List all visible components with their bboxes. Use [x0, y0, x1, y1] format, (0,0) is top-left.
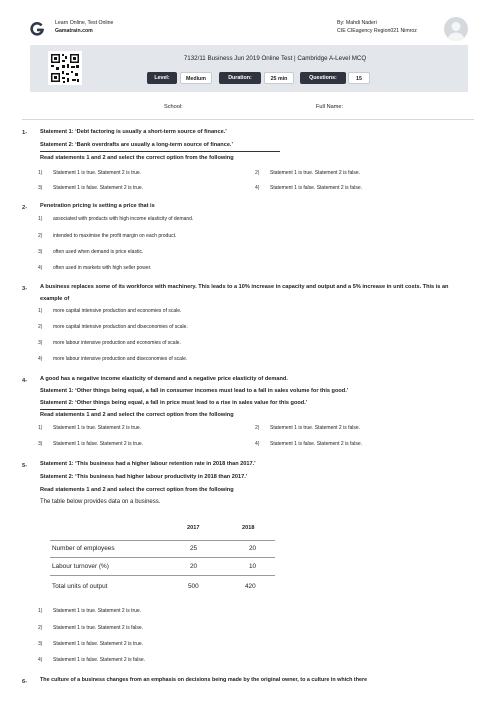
- option-text[interactable]: intended to maximise the profit margin on each product.: [53, 233, 177, 239]
- level-value: Medium: [180, 72, 212, 84]
- table-cell: 420: [245, 583, 256, 590]
- table-cell: 20: [249, 545, 257, 552]
- option-number: 4): [38, 265, 43, 271]
- option-text[interactable]: more labour intensive production and economies of scale.: [53, 340, 181, 346]
- question-stem-line: Read statements 1 and 2 and select the correct option from the following: [40, 155, 234, 161]
- option-number: 2): [38, 625, 43, 631]
- question-stem-line: Statement 2: ‘Bank overdrafts are usually a long-term source of finance.’: [40, 142, 234, 148]
- option-number: 3): [38, 340, 43, 346]
- table-cell: 25: [190, 545, 198, 552]
- statement-underline: [40, 409, 96, 410]
- option-text[interactable]: Statement 1 is false. Statement 2 is true.: [53, 441, 144, 447]
- gamatrain-logo-icon: [30, 22, 44, 36]
- option-number: 1): [38, 170, 43, 176]
- option-text[interactable]: often used in markets with high seller power.: [53, 265, 152, 271]
- option-text[interactable]: Statement 1 is true. Statement 2 is false.: [270, 170, 361, 176]
- option-number: 3): [38, 249, 43, 255]
- table-divider: [50, 575, 275, 576]
- option-number: 3): [38, 441, 43, 447]
- option-text[interactable]: Statement 1 is true. Statement 2 is true.: [53, 170, 142, 176]
- table-cell: 20: [190, 563, 198, 570]
- fullname-field-label: Full Name:: [316, 104, 344, 110]
- option-number: 2): [38, 233, 43, 239]
- table-cell: 10: [249, 563, 257, 570]
- questions-value: 15: [348, 72, 370, 84]
- question-number: 3-: [22, 286, 28, 292]
- option-text[interactable]: Statement 1 is true. Statement 2 is false.: [270, 425, 361, 431]
- statement-underline: [40, 151, 280, 152]
- option-text[interactable]: Statement 1 is true. Statement 2 is false.: [53, 625, 144, 631]
- option-number: 3): [38, 185, 43, 191]
- author-region: CIE CIEagency Region021 Nimroz: [337, 28, 417, 34]
- option-text[interactable]: more capital intensive production and diseconomies of scale.: [53, 324, 188, 330]
- test-info-banner: [30, 45, 468, 92]
- question-stem-line: Penetration pricing is setting a price that is: [40, 203, 155, 209]
- brand-tagline: Learn Online, Test Online: [55, 20, 114, 26]
- option-number: 2): [255, 425, 260, 431]
- table-row-label: Labour turnover (%): [52, 563, 109, 570]
- divider: [22, 119, 474, 120]
- question-stem-line: A good has a negative income elasticity of demand and a negative price elasticity of demand.: [40, 376, 288, 382]
- option-number: 1): [38, 608, 43, 614]
- option-text[interactable]: Statement 1 is false. Statement 2 is false.: [53, 657, 145, 663]
- option-text[interactable]: more labour intensive production and diseconomies of scale.: [53, 356, 188, 362]
- option-number: 2): [38, 324, 43, 330]
- duration-value: 25 min: [264, 72, 294, 84]
- option-number: 3): [38, 641, 43, 647]
- question-stem-line: Read statements 1 and 2 and select the correct option from the following: [40, 412, 234, 418]
- author-name: By: Mahdi Naderi: [337, 20, 377, 26]
- option-number: 4): [38, 657, 43, 663]
- school-field-label: School:: [164, 104, 183, 110]
- avatar: [444, 17, 468, 41]
- question-stem-line: Statement 2: ‘This business had higher labour productivity in 2018 than 2017.’: [40, 474, 248, 480]
- qr-code-icon: [48, 51, 82, 85]
- question-number: 1-: [22, 130, 28, 136]
- option-number: 2): [255, 170, 260, 176]
- table-header: 2018: [242, 525, 255, 531]
- table-divider: [50, 557, 275, 558]
- test-title: 7132/11 Business Jun 2019 Online Test | Cambridge A-Level MCQ: [183, 55, 367, 62]
- option-text[interactable]: Statement 1 is true. Statement 2 is true.: [53, 608, 142, 614]
- question-number: 5-: [22, 463, 28, 469]
- question-stem-line: Statement 1: ‘Debt factoring is usually a short-term source of finance.’: [40, 129, 227, 135]
- table-divider: [50, 540, 275, 541]
- brand-site-link[interactable]: Gamatrain.com: [55, 28, 93, 34]
- option-number: 4): [255, 185, 260, 191]
- question-stem-line: Statement 1: ‘This business had a higher labour retention rate in 2018 than 2017.’: [40, 461, 256, 467]
- table-caption: The table below provides data on a business.: [40, 499, 161, 505]
- user-silhouette-icon: [444, 17, 468, 41]
- question-number: 2-: [22, 205, 28, 211]
- question-number: 6-: [22, 679, 28, 685]
- table-row-label: Number of employees: [52, 545, 115, 552]
- option-text[interactable]: Statement 1 is false. Statement 2 is true.: [53, 641, 144, 647]
- option-text[interactable]: more capital intensive production and economies of scale.: [53, 308, 182, 314]
- table-cell: 500: [188, 583, 199, 590]
- question-stem-line: A business replaces some of its workforce with machinery. This leads to a 10% increase in capacity and output and a 5% increase in unit costs. This is an example of: [40, 284, 449, 302]
- option-text[interactable]: often used when demand is price elastic.: [53, 249, 144, 255]
- question-stem-line: Statement 2: ‘Other things being equal, a fall in price must lead to a rise in sales value for this good.’: [40, 400, 308, 406]
- option-number: 1): [38, 425, 43, 431]
- duration-label: Duration:: [219, 72, 261, 84]
- question-stem-line: Read statements 1 and 2 and select the correct option from the following: [40, 487, 234, 493]
- option-number: 4): [38, 356, 43, 362]
- option-number: 1): [38, 308, 43, 314]
- option-text[interactable]: Statement 1 is false. Statement 2 is true.: [53, 185, 144, 191]
- question-stem-line: Statement 1: ‘Other things being equal, a fall in consumer incomes must lead to a fall in sales volume for this good.’: [40, 388, 349, 394]
- question-number: 4-: [22, 378, 28, 384]
- option-number: 1): [38, 216, 43, 222]
- question-stem-line: The culture of a business changes from an emphasis on decisions being made by the original owner, to a culture in which there: [40, 677, 368, 683]
- table-row-label: Total units of output: [52, 583, 108, 590]
- questions-label: Questions:: [300, 72, 346, 84]
- option-text[interactable]: Statement 1 is true. Statement 2 is true.: [53, 425, 142, 431]
- option-text[interactable]: associated with products with high income elasticity of demand.: [53, 216, 194, 222]
- level-label: Level:: [147, 72, 177, 84]
- table-header: 2017: [187, 525, 200, 531]
- option-text[interactable]: Statement 1 is false. Statement 2 is false.: [270, 441, 362, 447]
- option-text[interactable]: Statement 1 is false. Statement 2 is false.: [270, 185, 362, 191]
- option-number: 4): [255, 441, 260, 447]
